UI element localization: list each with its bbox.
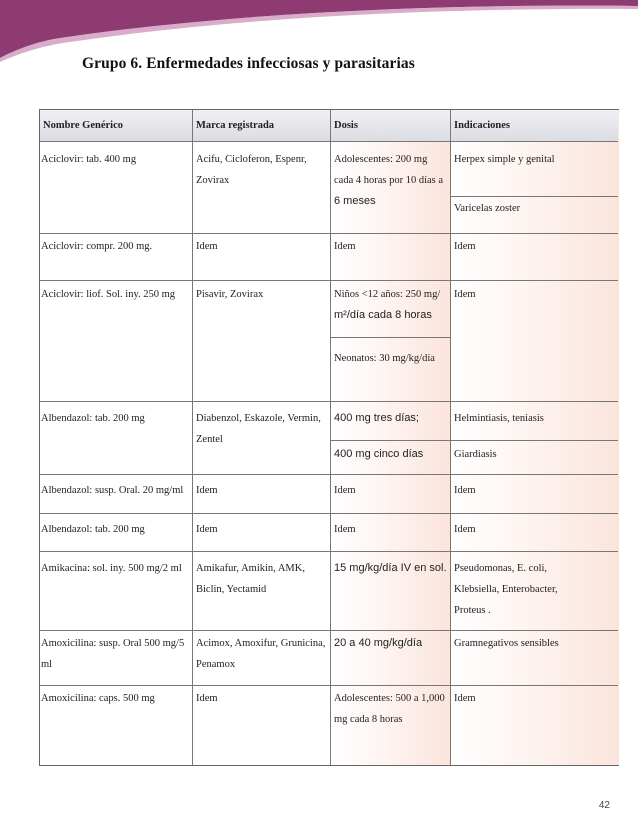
cell-dosis: Adolescentes: 200 mg — [334, 154, 428, 165]
cell-marca: Zentel — [196, 434, 223, 445]
cell-marca: Acimox, Amoxifur, Grunicina, — [196, 638, 326, 649]
cell-nombre: Amoxicilina: susp. Oral 500 mg/5 — [41, 638, 185, 649]
cell-marca: Biclin, Yectamid — [196, 584, 267, 595]
cell-marca: Penamox — [196, 659, 236, 670]
cell-marca: Idem — [196, 485, 218, 496]
row-divider — [40, 280, 618, 281]
cell-marca: Idem — [196, 693, 218, 704]
cell-nombre: Amikacina: sol. iny. 500 mg/2 ml — [41, 563, 182, 574]
header-marca-registrada: Marca registrada — [196, 120, 275, 131]
row-divider — [40, 513, 618, 514]
cell-nombre: Aciclovir: compr. 200 mg. — [41, 241, 153, 252]
cell-dosis: Neonatos: 30 mg/kg/día — [334, 353, 435, 364]
cell-nombre: Amoxicilina: caps. 500 mg — [41, 693, 155, 704]
sub-cell-divider — [450, 196, 618, 197]
row-divider — [40, 685, 618, 686]
cell-indicaciones: Idem — [454, 524, 476, 535]
cell-nombre: Aciclovir: liof. Sol. iny. 250 mg — [41, 289, 176, 300]
header-nombre-generico: Nombre Genérico — [43, 120, 123, 131]
cell-indicaciones: Idem — [454, 485, 476, 496]
cell-dosis: Idem — [334, 241, 356, 252]
sub-cell-divider — [330, 337, 451, 338]
cell-dosis: cada 4 horas por 10 días a — [334, 175, 444, 186]
row-divider — [40, 474, 618, 475]
row-divider — [40, 630, 618, 631]
cell-marca: Idem — [196, 524, 218, 535]
header-indicaciones: Indicaciones — [454, 120, 511, 131]
cell-indicaciones: Klebsiella, Enterobacter, — [454, 584, 558, 595]
medication-table — [39, 109, 619, 766]
cell-nombre: Aciclovir: tab. 400 mg — [41, 154, 137, 165]
cell-indicaciones: Idem — [454, 241, 476, 252]
cell-indicaciones: Idem — [454, 693, 476, 704]
cell-dosis: Adolescentes: 500 a 1,000 — [334, 693, 445, 704]
row-divider — [40, 401, 618, 402]
table-header-background — [40, 110, 618, 141]
cell-nombre: Albendazol: tab. 200 mg — [41, 413, 145, 424]
row-divider — [40, 551, 618, 552]
cell-indicaciones: Helmintiasis, teniasis — [454, 413, 544, 424]
column-divider — [330, 110, 331, 765]
cell-dosis: 20 a 40 mg/kg/día — [334, 637, 423, 649]
cell-marca: Idem — [196, 241, 218, 252]
cell-indicaciones: Idem — [454, 289, 476, 300]
cell-dosis: Idem — [334, 524, 356, 535]
cell-marca: Zovirax — [196, 175, 230, 186]
page-number: 42 — [598, 800, 610, 811]
page-title: Grupo 6. Enfermedades infecciosas y parasitarias — [82, 55, 415, 72]
cell-marca: Pisavir, Zovirax — [196, 289, 264, 300]
cell-marca: Acifu, Cicloferon, Espenr, — [196, 154, 307, 165]
cell-dosis: mg cada 8 horas — [334, 714, 403, 725]
cell-dosis: Idem — [334, 485, 356, 496]
cell-nombre: Albendazol: tab. 200 mg — [41, 524, 145, 535]
cell-indicaciones: Giardiasis — [454, 449, 497, 460]
cell-dosis: Niños <12 años: 250 mg/ — [334, 289, 441, 300]
cell-nombre: ml — [41, 659, 53, 670]
column-divider — [450, 110, 451, 765]
cell-indicaciones: Gramnegativos sensibles — [454, 638, 559, 649]
cell-dosis: 400 mg cinco días — [334, 448, 424, 460]
cell-marca: Diabenzol, Eskazole, Vermin, — [196, 413, 321, 424]
cell-dosis: 400 mg tres días; — [334, 412, 419, 424]
cell-marca: Amikafur, Amikin, AMK, — [196, 563, 305, 574]
header-dosis: Dosis — [334, 120, 358, 131]
cell-nombre: Albendazol: susp. Oral. 20 mg/ml — [41, 485, 184, 496]
cell-dosis: 6 meses — [334, 195, 376, 207]
cell-indicaciones: Herpex simple y genital — [454, 154, 555, 165]
cell-dosis: m²/día cada 8 horas — [334, 309, 432, 321]
cell-indicaciones: Varicelas zoster — [454, 203, 521, 214]
cell-dosis: 15 mg/kg/día IV en sol. — [334, 562, 447, 574]
column-divider — [192, 110, 193, 765]
row-divider — [40, 233, 618, 234]
row-divider — [40, 141, 618, 142]
sub-cell-divider — [330, 440, 618, 441]
cell-indicaciones: Pseudomonas, E. coli, — [454, 563, 548, 574]
cell-indicaciones: Proteus . — [454, 605, 491, 616]
